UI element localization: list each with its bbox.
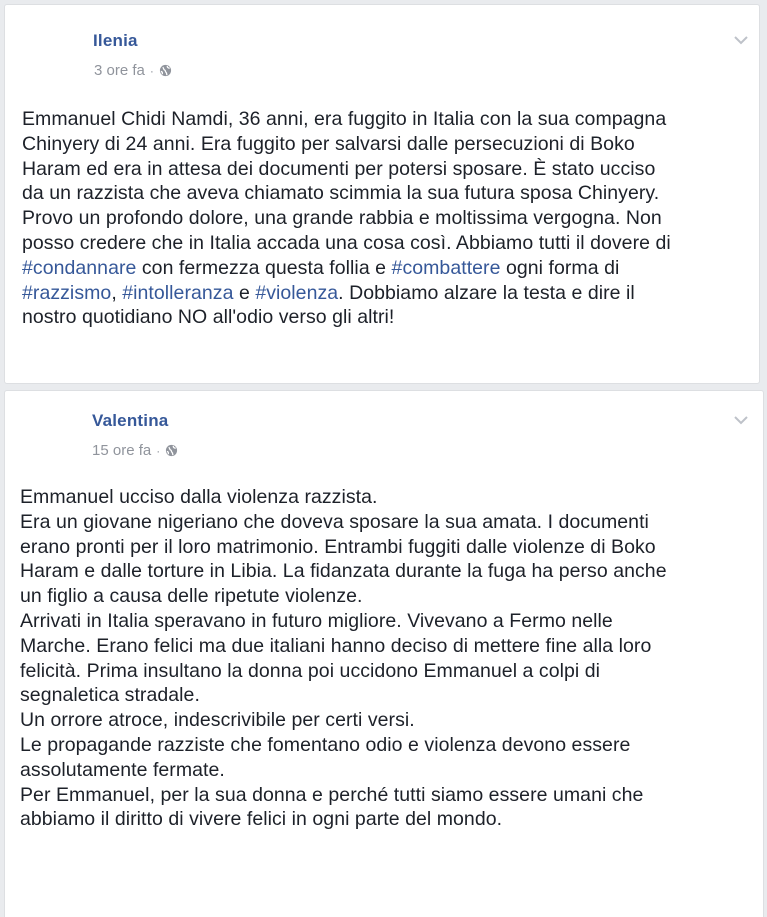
post-author-name[interactable]: Ilenia <box>93 31 138 50</box>
meta-separator: · <box>149 63 154 78</box>
post-text-segment: , <box>111 281 123 304</box>
post-author-name[interactable]: Valentina <box>92 411 169 430</box>
chevron-down-icon[interactable] <box>733 35 749 45</box>
post-text-segment: e <box>233 281 256 304</box>
post-text-segment: Emmanuel Chidi Namdi, 36 anni, era fuggito in Italia con la sua compagna Chinyery di 24 anni. Era fuggito per salvarsi dalle persecuzioni di Boko Haram ed era in attesa dei documenti per potersi sposare. È stato ucciso da un razzista che aveva chiamato scimmia la sua futura sposa Chinyery. Provo un profondo dolore, una grande rabbia e moltissima vergogna. Non posso credere che in Italia accada una cosa così. Abbiamo tutti il dovere di <box>22 108 671 254</box>
post-card <box>4 4 760 384</box>
post-body-text: Emmanuel ucciso dalla violenza razzista. Era un giovane nigeriano che doveva sposare la sua amata. I documenti erano pronti per il loro matrimonio. Entrambi fuggiti dalle violenze di Boko Haram e dalle torture in Libia. La fidanzata durante la fuga ha perso anche un figlio a causa delle ripetute violenze. Arrivati in Italia speravano in futuro migliore. Vivevano a Fermo nelle Marche. Erano felici ma due italiani hanno deciso di mettere fine alla loro felicità. Prima insultano la donna poi uccidono Emmanuel a colpi di segnaletica stradale. Un orrore atroce, indescrivibile per certi versi. Le propagande razziste che fomentano odio e violenza devono essere assolutamente fermate. Per Emmanuel, per la sua donna e perché tutti siamo essere umani che abbiamo il diritto di vivere felici in ogni parte del mondo. <box>20 486 667 831</box>
hashtag-link[interactable]: #violenza <box>255 281 339 304</box>
post-card <box>4 390 764 917</box>
post-text-segment: con fermezza questa follia e <box>136 256 392 279</box>
meta-separator: · <box>156 443 161 458</box>
hashtag-link[interactable]: #razzismo <box>22 281 112 304</box>
hashtag-link[interactable]: #condannare <box>22 256 137 279</box>
post-timestamp[interactable]: 15 ore fa <box>92 442 152 459</box>
hashtag-link[interactable]: #combattere <box>391 256 501 279</box>
hashtag-link[interactable]: #intolleranza <box>122 281 234 304</box>
chevron-down-icon[interactable] <box>733 415 749 425</box>
post-text-segment: ogni forma di <box>505 256 620 279</box>
globe-icon[interactable] <box>165 444 178 457</box>
post-body-text <box>22 107 757 330</box>
post-meta <box>92 442 178 459</box>
post-text-segment: . Dobbiamo alzare la testa e dire il nostro quotidiano NO all'odio verso gli altri! <box>22 281 635 329</box>
globe-icon[interactable] <box>159 64 172 77</box>
post-meta <box>94 62 172 79</box>
post-timestamp[interactable]: 3 ore fa <box>94 62 145 79</box>
